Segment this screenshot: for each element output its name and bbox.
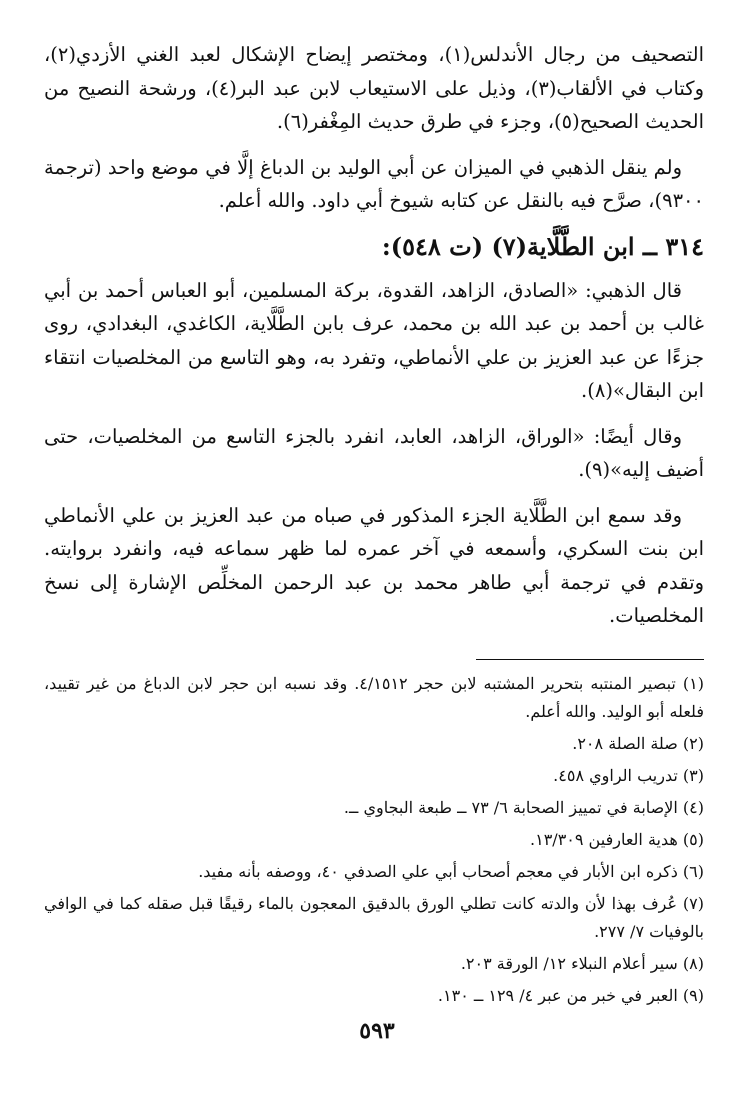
footnote bbox=[44, 890, 704, 946]
footnote-number: (٧) bbox=[682, 893, 704, 913]
footnote bbox=[44, 826, 704, 854]
footnote-number: (١) bbox=[682, 673, 704, 693]
footnote bbox=[44, 670, 704, 726]
footnote-text: تدريب الراوي ٤٥٨. bbox=[553, 765, 678, 785]
page-number: ٥٩٣ bbox=[359, 1018, 395, 1044]
footnote-text: العبر في خبر من عبر ٤/ ١٢٩ ــ ١٣٠. bbox=[437, 985, 678, 1005]
footnote-number: (٣) bbox=[682, 765, 704, 785]
footnote-text: هدية العارفين ١٣/٣٠٩. bbox=[530, 829, 678, 849]
footnote-text: ذكره ابن الأبار في معجم أصحاب أبي علي الصدفي ٤٠، ووصفه بأنه مفيد. bbox=[198, 861, 678, 881]
paragraph-4: وقال أيضًا: «الوراق، الزاهد، العابد، انفرد بالجزء التاسع من المخلصيات، حتى أضيف إليه»(٩). bbox=[44, 424, 704, 481]
footnotes bbox=[44, 670, 704, 1010]
footnote bbox=[44, 950, 704, 978]
paragraph-2: ولم ينقل الذهبي في الميزان عن أبي الوليد بن الدباغ إلَّا في موضع واحد (ترجمة ٩٣٠٠)، صرَّح فيه بالنقل عن كتابه شيوخ أبي داود. والله أعلم. bbox=[44, 155, 704, 212]
footnote-text: الإصابة في تمييز الصحابة ٦/ ٧٣ ــ طبعة البجاوي ــ. bbox=[343, 797, 678, 817]
footnote-number: (٩) bbox=[682, 985, 704, 1005]
footnote bbox=[44, 730, 704, 758]
footnote-number: (٨) bbox=[682, 953, 704, 973]
footnote-separator bbox=[476, 659, 704, 660]
paragraph-3: قال الذهبي: «الصادق، الزاهد، القدوة، بركة المسلمين، أبو العباس أحمد بن أبي غالب بن أحمد بن عبد الله بن محمد، عرف بابن الطَّلَّاية، الكاغدي، البغدادي، روى جزءًا عن عبد العزيز بن علي الأنماطي، وتفرد به، وهو التاسع من المخلصيات انتقاء ابن البقال»(٨). bbox=[44, 278, 704, 402]
footnote-text: عُرف بهذا لأن والدته كانت تطلي الورق بالدقيق المعجون بالماء رقيقًا قبل صقله كما في الوافي بالوفيات ٧/ ٢٧٧. bbox=[44, 893, 704, 941]
footnote bbox=[44, 858, 704, 886]
entry-heading: ٣١٤ ــ ابن الطَّلَّاية(٧) (ت ٥٤٨): bbox=[381, 231, 704, 261]
paragraph-1: التصحيف من رجال الأندلس(١)، ومختصر إيضاح الإشكال لعبد الغني الأزدي(٢)، وكتاب في الألقاب(٣)، وذيل على الاستيعاب لابن عبد البر(٤)، ورشحة النصيح من الحديث الصحيح(٥)، وجزء في طرق حديث المِغْفر(٦). bbox=[44, 43, 704, 133]
paragraph-5: وقد سمع ابن الطَّلَّاية الجزء المذكور في صباه من عبد العزيز بن علي الأنماطي ابن بنت السكري، وأسمعه في آخر عمره لما ظهر سماعه فيه، وانفرد بروايته. وتقدم في ترجمة أبي طاهر محمد بن عبد الرحمن المخلِّص الإشارة إلى نسخ المخلصيات. bbox=[44, 503, 704, 627]
main-text bbox=[44, 38, 704, 633]
footnote bbox=[44, 794, 704, 822]
footnote bbox=[44, 982, 704, 1010]
footnote-text: صلة الصلة ٢٠٨. bbox=[572, 733, 678, 753]
footnote-number: (٤) bbox=[682, 797, 704, 817]
footnote-number: (٦) bbox=[682, 861, 704, 881]
footnote-text: تبصير المنتبه بتحرير المشتبه لابن حجر ٤/١٥١٢. وقد نسبه ابن حجر لابن الدباغ من غير تقييد، فلعله أبو الوليد. والله أعلم. bbox=[44, 673, 704, 721]
footnote-number: (٥) bbox=[682, 829, 704, 849]
footnote-number: (٢) bbox=[682, 733, 704, 753]
footnote bbox=[44, 762, 704, 790]
footnote-text: سير أعلام النبلاء ١٢/ الورقة ٢٠٣. bbox=[460, 953, 678, 973]
